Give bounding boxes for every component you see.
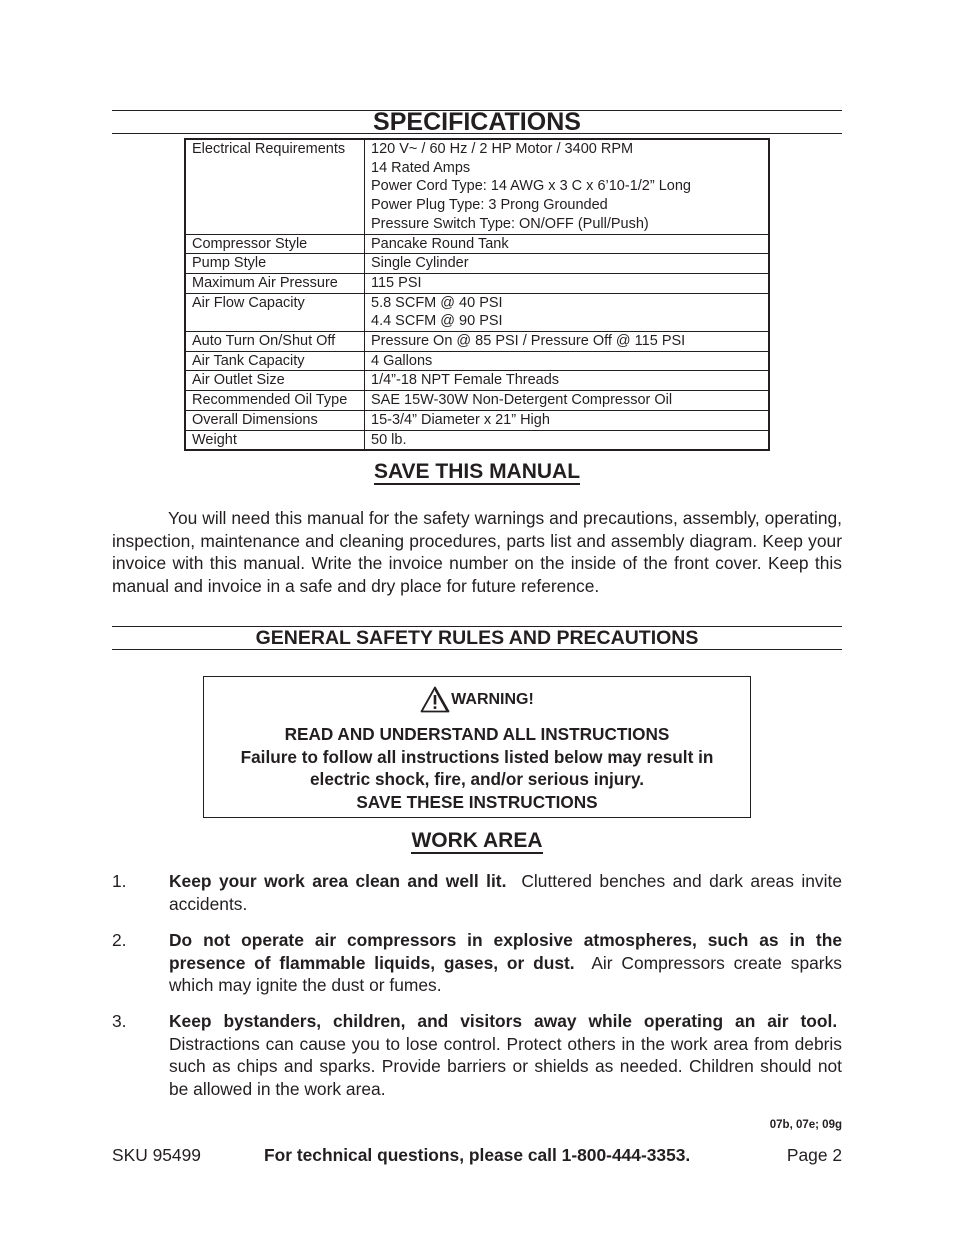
- table-row: [185, 410, 769, 430]
- list-item: [112, 929, 842, 997]
- warning-title: WARNING!: [451, 690, 534, 708]
- spec-label: Weight: [185, 430, 365, 450]
- warning-line: READ AND UNDERSTAND ALL INSTRUCTIONS: [284, 724, 670, 744]
- table-row: [185, 139, 769, 234]
- spec-label: Recommended Oil Type: [185, 391, 365, 411]
- warning-title-row: [204, 686, 750, 713]
- spec-value-line: 4 Gallons: [371, 352, 433, 369]
- spec-label: Auto Turn On/Shut Off: [185, 332, 365, 352]
- specifications-heading: SPECIFICATIONS: [373, 108, 581, 136]
- spec-label: Air Flow Capacity: [185, 293, 365, 331]
- spec-value: [365, 332, 770, 352]
- spec-value-line: Single Cylinder: [371, 255, 469, 272]
- specifications-table: [184, 138, 770, 451]
- spec-label: Air Tank Capacity: [185, 351, 365, 371]
- spec-value: [365, 371, 770, 391]
- spec-label: Air Outlet Size: [185, 371, 365, 391]
- spec-label: Compressor Style: [185, 234, 365, 254]
- spec-value: [365, 273, 770, 293]
- save-manual-text: You will need this manual for the safety warnings and precautions, assembly, operating, inspection, maintenance and cleaning procedures, parts list and assembly diagram. Keep your invoice with this manual. Write the invoice number on the inside of the front cover. Keep this manual and invoice in a safe and dry place for future reference.: [112, 508, 842, 596]
- list-item-body: Distractions can cause you to lose control. Protect others in the work area from debris such as chips and sparks. Provide barriers or shields as needed. Children should not be allowed in the work area.: [169, 1033, 842, 1099]
- spec-value-line: Pressure On @ 85 PSI / Pressure Off @ 115 PSI: [371, 333, 686, 350]
- list-item-text: [169, 929, 842, 997]
- table-row: [185, 430, 769, 450]
- spec-label: Pump Style: [185, 254, 365, 274]
- spec-value: [365, 391, 770, 411]
- spec-value-line: 1/4”-18 NPT Female Threads: [371, 372, 560, 389]
- revision-code: 07b, 07e; 09g: [769, 1119, 842, 1131]
- spec-value-line: Power Cord Type: 14 AWG x 3 C x 6’10-1/2” Long: [371, 178, 691, 195]
- list-item-bold: Keep bystanders, children, and visitors away while operating an air tool.: [169, 1011, 838, 1031]
- footer-sku: SKU 95499: [112, 1145, 201, 1165]
- list-item: [112, 1010, 842, 1100]
- list-item-number: 1.: [112, 871, 127, 891]
- spec-value: [365, 234, 770, 254]
- footer-support: For technical questions, please call 1-800-444-3353.: [264, 1145, 691, 1165]
- spec-value-line: 14 Rated Amps: [371, 159, 471, 176]
- spec-value-line: 120 V~ / 60 Hz / 2 HP Motor / 3400 RPM: [371, 141, 634, 157]
- spec-value: [365, 139, 770, 234]
- list-item-bold: Do not operate air compressors in explosive atmospheres, such as in the presence of flammable liquids, gases, or dust.: [169, 930, 842, 973]
- list-item-body: Air Compressors create sparks which may ignite the dust or fumes.: [169, 952, 842, 996]
- warning-line: electric shock, fire, and/or serious injury.: [310, 769, 644, 790]
- work-area-heading-wrap: [0, 829, 954, 853]
- spec-label: Maximum Air Pressure: [185, 273, 365, 293]
- table-row: [185, 234, 769, 254]
- spec-value: [365, 351, 770, 371]
- spec-value: [365, 410, 770, 430]
- warning-triangle-icon: [420, 686, 450, 713]
- spec-value-line: 50 lb.: [371, 431, 407, 448]
- table-row: [185, 332, 769, 352]
- table-row: [185, 254, 769, 274]
- footer-page-number: Page 2: [786, 1145, 842, 1165]
- spec-value-line: Power Plug Type: 3 Prong Grounded: [371, 197, 608, 214]
- list-item-body: Cluttered benches and dark areas invite accidents.: [169, 871, 842, 914]
- spec-value-line: Pressure Switch Type: ON/OFF (Pull/Push): [371, 215, 649, 232]
- list-item-text: [169, 1010, 842, 1100]
- spec-value: [365, 254, 770, 274]
- table-row: [185, 351, 769, 371]
- general-safety-heading: GENERAL SAFETY RULES AND PRECAUTIONS: [255, 627, 699, 649]
- spec-value-line: 5.8 SCFM @ 40 PSI: [371, 294, 503, 311]
- warning-line: Failure to follow all instructions listed below may result in: [240, 746, 714, 767]
- spec-value: [365, 430, 770, 450]
- spec-value: [365, 293, 770, 331]
- spec-value-line: 4.4 SCFM @ 90 PSI: [371, 313, 503, 330]
- save-manual-heading-wrap: [0, 460, 954, 484]
- list-item-text: [169, 870, 842, 915]
- work-area-heading: WORK AREA: [411, 829, 543, 852]
- table-row: [185, 371, 769, 391]
- spec-value-line: Pancake Round Tank: [371, 235, 509, 252]
- warning-box: [203, 676, 751, 818]
- spec-label: Overall Dimensions: [185, 410, 365, 430]
- spec-value-line: 15-3/4” Diameter x 21” High: [371, 411, 550, 428]
- table-row: [185, 391, 769, 411]
- warning-line: SAVE THESE INSTRUCTIONS: [356, 791, 598, 812]
- spec-label: Electrical Requirements: [185, 139, 365, 234]
- list-item: [112, 870, 842, 915]
- warning-body: [204, 723, 750, 813]
- table-row: [185, 293, 769, 331]
- table-row: [185, 273, 769, 293]
- list-item-number: 3.: [112, 1011, 127, 1031]
- save-manual-heading: SAVE THIS MANUAL: [373, 460, 581, 483]
- general-rule-bottom: [112, 649, 842, 650]
- save-manual-paragraph: [112, 507, 842, 597]
- spec-value-line: SAE 15W-30W Non-Detergent Compressor Oil: [371, 392, 673, 409]
- spec-value-line: 115 PSI: [371, 274, 422, 291]
- list-item-bold: Keep your work area clean and well lit.: [169, 871, 507, 891]
- list-item-number: 2.: [112, 930, 127, 950]
